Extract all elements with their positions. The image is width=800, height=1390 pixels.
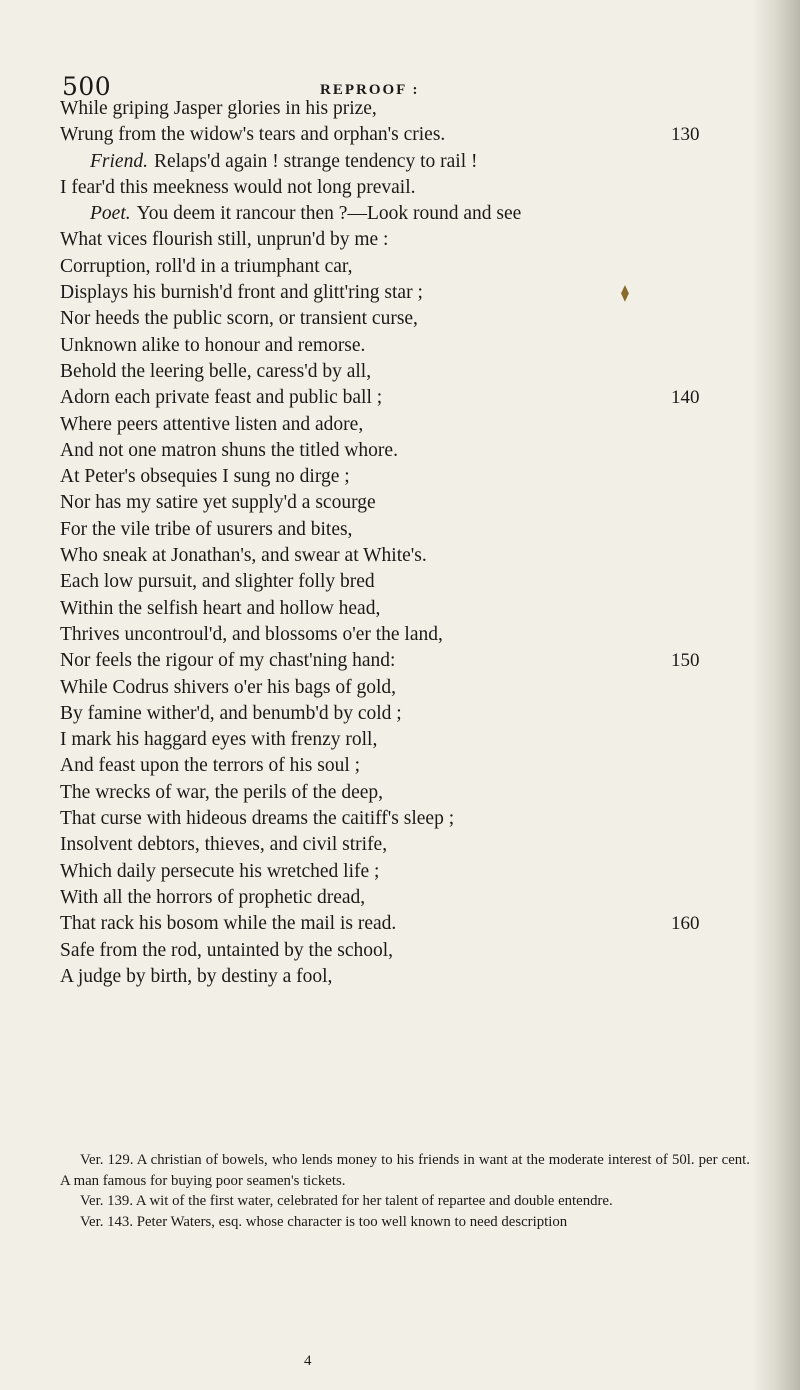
verse-line bbox=[60, 306, 750, 332]
verse-text: And not one matron shuns the titled whore. bbox=[60, 439, 398, 461]
verse-line bbox=[60, 96, 750, 122]
verse-line bbox=[60, 412, 750, 438]
verse-line-text bbox=[60, 438, 398, 464]
verse-line bbox=[60, 622, 750, 648]
verse-text: Displays his burnish'd front and glitt'ring star ; bbox=[60, 282, 423, 304]
page-number: 500 bbox=[62, 72, 112, 101]
verse-text: While griping Jasper glories in his prize, bbox=[60, 98, 377, 119]
verse-line bbox=[60, 227, 750, 253]
verse-text: For the vile tribe of usurers and bites, bbox=[60, 518, 353, 540]
verse-line-text bbox=[60, 227, 388, 253]
verse-text: Safe from the rod, untainted by the school, bbox=[60, 939, 394, 961]
verse-text: Who sneak at Jonathan's, and swear at White's. bbox=[60, 545, 427, 567]
verse-line-text bbox=[60, 806, 454, 832]
verse-line-text bbox=[60, 675, 396, 701]
ink-blot-icon: ⧫ bbox=[621, 285, 629, 302]
verse-line bbox=[60, 254, 750, 280]
verse-text: Corruption, roll'd in a triumphant car, bbox=[60, 255, 353, 277]
line-number: 160 bbox=[671, 913, 700, 935]
verse-line bbox=[60, 464, 750, 490]
footnotes bbox=[60, 1150, 750, 1232]
verse-line-text bbox=[60, 333, 365, 359]
line-number: 150 bbox=[671, 650, 700, 672]
verse-text: The wrecks of war, the perils of the deep, bbox=[60, 781, 384, 803]
verse-line-text bbox=[60, 648, 395, 674]
verse-text: What vices flourish still, unprun'd by me : bbox=[60, 229, 389, 251]
verse-line bbox=[60, 438, 750, 464]
verse-text: By famine wither'd, and benumb'd by cold ; bbox=[60, 702, 402, 724]
verse-line bbox=[60, 938, 750, 964]
verse-line bbox=[60, 359, 750, 385]
verse-line-text bbox=[60, 701, 402, 727]
speaker-label: Friend. bbox=[90, 150, 148, 172]
verse-text: Within the selfish heart and hollow head, bbox=[60, 597, 381, 619]
verse-line bbox=[60, 911, 750, 937]
footnote: Ver. 129. A christian of bowels, who lends money to his friends in want at the moderate interest of 50l. per cent. A man famous for buying poor seamen's tickets. bbox=[60, 1152, 750, 1189]
verse-line-text bbox=[60, 490, 376, 516]
verse-line-text bbox=[90, 201, 521, 227]
verse-line-text bbox=[60, 122, 445, 148]
verse-text: A judge by birth, by destiny a fool, bbox=[60, 965, 333, 987]
speaker-label: Poet. bbox=[90, 203, 131, 225]
signature-mark: 4 bbox=[304, 1353, 312, 1369]
verse-line bbox=[60, 201, 750, 227]
verse-text: Behold the leering belle, caress'd by all, bbox=[60, 360, 372, 382]
verse-line-text bbox=[60, 596, 380, 622]
verse-text: That curse with hideous dreams the caitiff's sleep ; bbox=[60, 808, 455, 830]
verse-line bbox=[60, 780, 750, 806]
verse-line-text bbox=[60, 306, 418, 332]
page-edge-shadow bbox=[752, 0, 800, 1390]
verse-line bbox=[60, 175, 750, 201]
verse-line-text bbox=[60, 96, 377, 122]
verse-line bbox=[60, 701, 750, 727]
verse-line-text bbox=[60, 543, 427, 569]
verse-line-text bbox=[60, 569, 375, 595]
verse-line bbox=[60, 596, 750, 622]
verse-text: Nor feels the rigour of my chast'ning hand: bbox=[60, 650, 396, 672]
running-head: REPROOF : bbox=[320, 82, 420, 98]
verse-text: Relaps'd again ! strange tendency to rail ! bbox=[153, 150, 478, 172]
verse-line-text bbox=[60, 885, 365, 911]
verse-text: Which daily persecute his wretched life ; bbox=[60, 860, 380, 882]
verse-line-text bbox=[60, 412, 363, 438]
line-number: 140 bbox=[671, 387, 700, 409]
verse-line bbox=[60, 964, 750, 990]
verse-line-text bbox=[60, 938, 393, 964]
verse-text: With all the horrors of prophetic dread, bbox=[60, 886, 366, 908]
verse-text: At Peter's obsequies I sung no dirge ; bbox=[60, 466, 350, 488]
verse-line-text bbox=[60, 517, 352, 543]
footnote: Ver. 143. Peter Waters, esq. whose character is too well known to need description bbox=[80, 1213, 568, 1230]
verse-line bbox=[60, 385, 750, 411]
verse-line bbox=[60, 280, 750, 306]
verse-line-text bbox=[60, 911, 396, 937]
verse-line bbox=[60, 122, 750, 148]
verse-line bbox=[60, 832, 750, 858]
verse-line bbox=[60, 675, 750, 701]
verse-line bbox=[60, 806, 750, 832]
verse-line-text bbox=[60, 254, 352, 280]
verse-text: While Codrus shivers o'er his bags of gold, bbox=[60, 676, 397, 698]
verse-line bbox=[60, 517, 750, 543]
verse-line-text bbox=[60, 359, 371, 385]
verse-line-text bbox=[60, 622, 443, 648]
verse-line bbox=[60, 727, 750, 753]
verse-line-text bbox=[60, 464, 350, 490]
verse-text: Insolvent debtors, thieves, and civil strife, bbox=[60, 834, 388, 856]
verse-text: Nor has my satire yet supply'd a scourge bbox=[60, 492, 376, 514]
verse-text: Each low pursuit, and slighter folly bred bbox=[60, 571, 375, 593]
verse-text: I mark his haggard eyes with frenzy roll, bbox=[60, 729, 378, 751]
verse-line bbox=[60, 859, 750, 885]
poem-verse bbox=[60, 96, 750, 990]
verse-text: I fear'd this meekness would not long prevail. bbox=[60, 176, 416, 198]
verse-text: And feast upon the terrors of his soul ; bbox=[60, 755, 361, 777]
verse-line-text bbox=[60, 780, 383, 806]
verse-text: Where peers attentive listen and adore, bbox=[60, 413, 364, 435]
verse-line bbox=[60, 569, 750, 595]
verse-line-text bbox=[60, 280, 423, 306]
verse-line-text bbox=[60, 832, 387, 858]
verse-line bbox=[60, 490, 750, 516]
line-number: 130 bbox=[671, 124, 700, 146]
verse-line bbox=[60, 543, 750, 569]
verse-text: Adorn each private feast and public ball ; bbox=[60, 387, 383, 409]
verse-text: You deem it rancour then ?—Look round and see bbox=[136, 203, 522, 225]
verse-text: That rack his bosom while the mail is read. bbox=[60, 913, 397, 935]
verse-line bbox=[60, 149, 750, 175]
verse-line-text bbox=[90, 149, 477, 175]
verse-text: Unknown alike to honour and remorse. bbox=[60, 334, 366, 356]
verse-line-text bbox=[60, 727, 377, 753]
footnote: Ver. 139. A wit of the first water, celebrated for her talent of repartee and double entendre. bbox=[80, 1193, 613, 1209]
verse-line bbox=[60, 333, 750, 359]
verse-text: Wrung from the widow's tears and orphan's cries. bbox=[60, 124, 446, 146]
verse-line bbox=[60, 753, 750, 779]
verse-line bbox=[60, 648, 750, 674]
verse-line-text bbox=[60, 859, 379, 885]
verse-line-text bbox=[60, 753, 360, 779]
verse-text: Nor heeds the public scorn, or transient curse, bbox=[60, 308, 418, 330]
verse-line-text bbox=[60, 964, 332, 990]
verse-line bbox=[60, 885, 750, 911]
verse-line-text bbox=[60, 175, 416, 201]
verse-line-text bbox=[60, 385, 382, 411]
verse-text: Thrives uncontroul'd, and blossoms o'er the land, bbox=[60, 623, 443, 645]
